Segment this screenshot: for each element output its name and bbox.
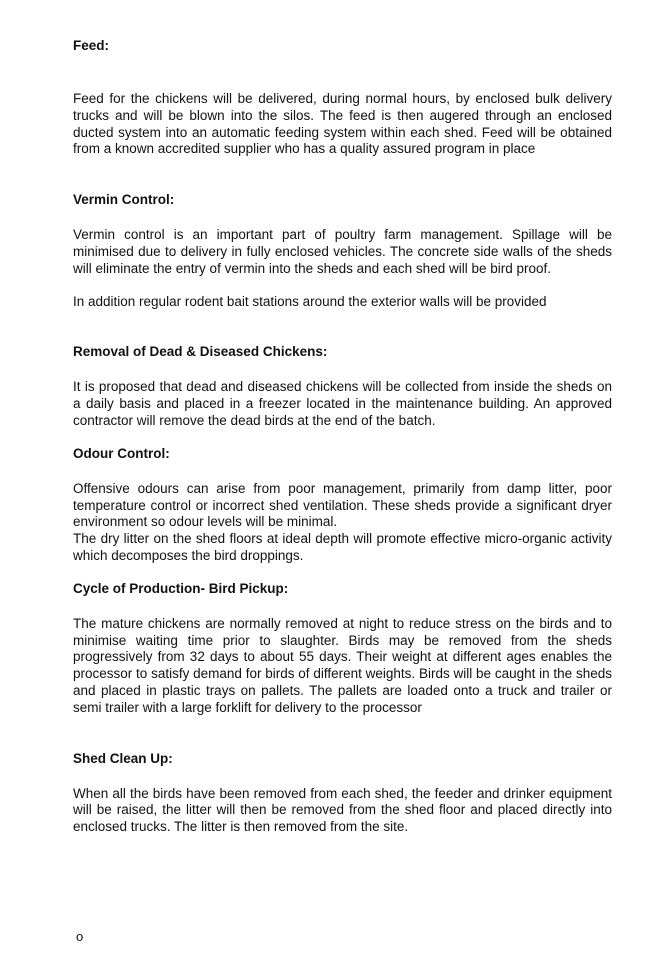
section-heading: Feed:: [73, 38, 110, 53]
document-page: [73, 38, 612, 836]
section-paragraph: Offensive odours can arise from poor management, primarily from damp litter, poor temperature control or incorrect shed ventilation. These sheds provide a significant dryer environment so odour levels will be minimal.: [73, 480, 612, 530]
section-heading: Vermin Control:: [73, 192, 175, 208]
section-paragraph: The dry litter on the shed floors at ideal depth will promote effective micro-organic activity which decomposes the bird droppings.: [73, 531, 612, 563]
section-paragraph: The mature chickens are normally removed at night to reduce stress on the birds and to minimise waiting time prior to slaughter. Birds may be removed from the sheds progressively from 32 days to about 55 days. Their weight at different ages enables the processor to satisfy demand for birds of different weights. Birds will be caught in the sheds and placed in plastic trays on pallets. The pallets are loaded onto a truck and trailer or semi trailer with a large forklift for delivery to the processor: [73, 615, 612, 715]
section-heading: Shed Clean Up:: [73, 750, 173, 766]
section-paragraph: It is proposed that dead and diseased chickens will be collected from inside the sheds on a daily basis and placed in a freezer located in the maintenance building. An approved contractor will remove the dead birds at the end of the batch.: [73, 379, 612, 428]
section-removal-dead-chickens: [73, 344, 612, 429]
section-odour-control: [73, 446, 612, 565]
page-marker: o: [76, 929, 84, 944]
section-paragraph: Feed for the chickens will be delivered, during normal hours, by enclosed bulk delivery trucks and will be blown into the silos. The feed is then augered through an enclosed ducted system into an automatic feeding system within each shed. Feed will be obtained from a known accredited supplier who has a quality assured program in place: [73, 91, 612, 157]
section-heading: Cycle of Production- Bird Pickup:: [73, 580, 289, 596]
section-heading: Removal of Dead & Diseased Chickens:: [73, 344, 328, 360]
section-heading: Odour Control:: [73, 445, 170, 461]
section-feed: [73, 38, 612, 158]
section-vermin-control: [73, 192, 612, 310]
section-shed-clean-up: [73, 751, 612, 836]
section-paragraph: In addition regular rodent bait stations around the exterior walls will be provided: [73, 293, 547, 309]
section-cycle-of-production: [73, 581, 612, 717]
section-paragraph: Vermin control is an important part of poultry farm management. Spillage will be minimised due to delivery in fully enclosed vehicles. The concrete side walls of the sheds will eliminate the entry of vermin into the sheds and each shed will be bird proof.: [73, 227, 612, 276]
section-paragraph: When all the birds have been removed from each shed, the feeder and drinker equipment will be raised, the litter will then be removed from the shed floor and placed directly into enclosed trucks. The litter is then removed from the site.: [73, 785, 612, 835]
